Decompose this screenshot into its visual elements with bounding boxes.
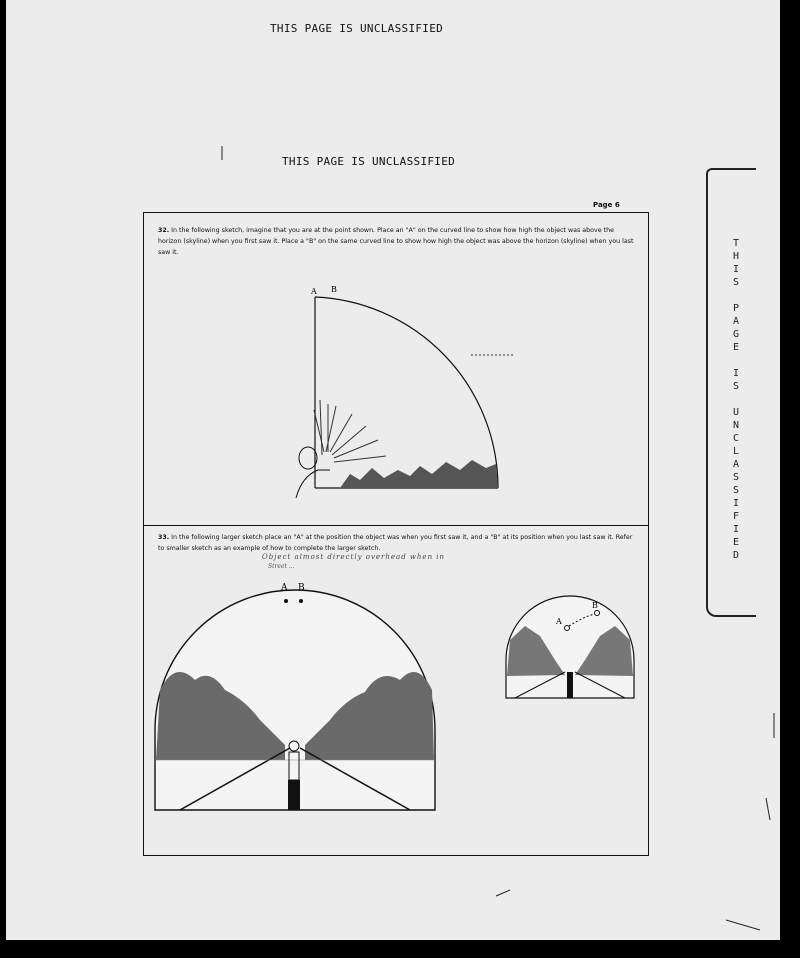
vertical-stamp-letter: G: [732, 329, 740, 340]
question-33-number: 33.: [158, 534, 170, 541]
vertical-stamp-letter: I: [732, 498, 740, 509]
scan-artifacts: [222, 146, 774, 930]
vertical-stamp-letter: U: [732, 407, 740, 418]
vertical-stamp-letter: N: [732, 420, 740, 431]
question-32-number: 32.: [158, 227, 170, 234]
question-33-text: In the following larger sketch place an "A" at the position the object was when you first saw it, and a "B" at its position when you last saw it. Refer to smaller sketch as an example of how to complete the larger sketch.: [158, 534, 633, 552]
q32-mark-b: B: [331, 285, 337, 294]
q33-large-dome-sketch: [155, 583, 435, 810]
vertical-stamp-letter: S: [732, 472, 740, 483]
q32-quarter-arc-sketch: [296, 285, 514, 498]
vertical-stamp-letter: H: [732, 251, 740, 262]
q32-skyline-trees: [340, 460, 498, 488]
q33-example-dome-sketch: [506, 596, 634, 698]
q33-mark-a: A: [281, 583, 288, 593]
vertical-stamp-letter: S: [732, 485, 740, 496]
vertical-stamp-letter: I: [732, 368, 740, 379]
vertical-stamp-letter: I: [732, 264, 740, 275]
classification-stamp-middle: THIS PAGE IS UNCLASSIFIED: [282, 155, 456, 168]
page-number: Page 6: [593, 201, 620, 209]
vertical-stamp-letter: L: [732, 446, 740, 457]
handwritten-note-line1: Object almost directly overhead when in: [262, 553, 446, 561]
handwritten-note-line2: Street ...: [268, 563, 295, 570]
vertical-stamp-letter: D: [732, 550, 740, 561]
vertical-stamp-letter: S: [732, 381, 740, 392]
q32-pointing-arms: [314, 400, 386, 462]
q33-observer-legs: [288, 780, 300, 810]
vertical-stamp-letter: E: [732, 342, 740, 353]
q33-example-mark-a: A: [556, 617, 562, 626]
vertical-stamp-letter: C: [732, 433, 740, 444]
vertical-stamp-letter: S: [732, 277, 740, 288]
vertical-stamp-letter: F: [732, 511, 740, 522]
question-32-text: In the following sketch, imagine that you are at the point shown. Place an "A" on the curved line to show how high the object was above the horizon (skyline) when you first saw it. Place a "B" on the same curved line to show how high the object was above the horizon (skyline) when you last saw it.: [158, 227, 634, 256]
q33-example-mark-b: B: [592, 601, 598, 610]
q33-mark-b: B: [298, 583, 305, 593]
q32-observer-icon: [299, 447, 317, 469]
vertical-stamp-letter: P: [732, 303, 740, 314]
vertical-stamp-letter: T: [732, 238, 740, 249]
vertical-stamp-letter: A: [732, 459, 740, 470]
classification-stamp-top: THIS PAGE IS UNCLASSIFIED: [270, 22, 444, 35]
q32-mark-a: A: [311, 287, 317, 296]
vertical-stamp-letter: A: [732, 316, 740, 327]
vertical-stamp-letter: I: [732, 524, 740, 535]
vertical-stamp-letter: E: [732, 537, 740, 548]
